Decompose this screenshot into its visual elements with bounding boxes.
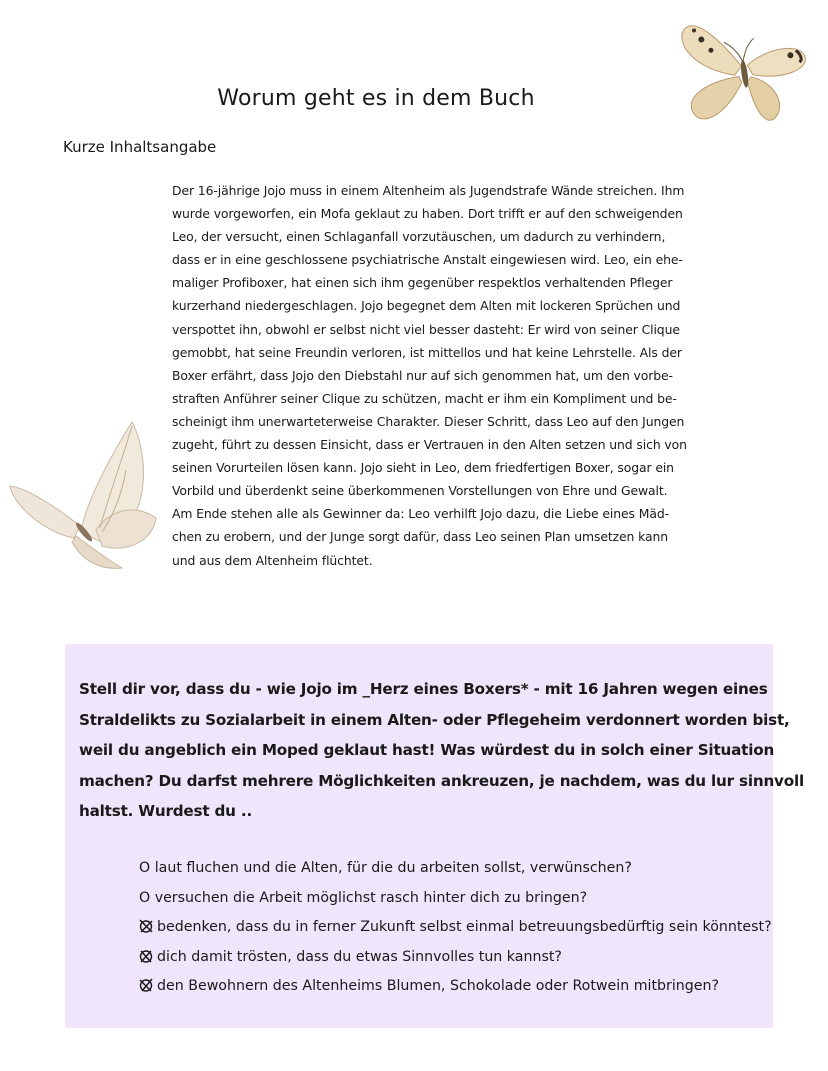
option-list bbox=[139, 854, 772, 1002]
option-item[interactable] bbox=[139, 884, 769, 914]
option-item-checked[interactable] bbox=[139, 943, 769, 973]
summary-paragraph bbox=[172, 179, 687, 572]
option-item-checked[interactable] bbox=[139, 972, 769, 1002]
question-line: Straldelikts zu Sozialarbeit in einem Alten- oder Pflegeheim verdonnert worden bist, bbox=[79, 710, 790, 729]
checked-circle-icon bbox=[139, 919, 153, 933]
summary-line: und aus dem Altenheim flüchtet. bbox=[172, 552, 373, 568]
butterfly-left-icon bbox=[4, 414, 164, 574]
summary-line: gemobbt, hat seine Freundin verloren, ist mittellos und hat keine Lehrstelle. Als der bbox=[172, 344, 682, 360]
checked-circle-icon bbox=[139, 978, 153, 992]
task-box bbox=[65, 644, 805, 1028]
summary-line: chen zu erobern, und der Junge sorgt dafür, dass Leo seinen Plan umsetzen kann bbox=[172, 529, 668, 545]
question-line: machen? Du darfst mehrere Möglichkeiten ankreuzen, je nachdem, was du lur sinnvoll bbox=[79, 771, 805, 790]
summary-line: verspottet ihn, obwohl er selbst nicht viel besser dasteht: Er wird von seiner Clique bbox=[172, 321, 680, 337]
summary-line: dass er in eine geschlossene psychiatrische Anstalt eingewiesen wird. Leo, ein ehe- bbox=[172, 252, 683, 268]
summary-line: Der 16-jährige Jojo muss in einem Altenheim als Jugendstrafe Wände streichen. Ihm bbox=[172, 183, 685, 198]
option-text: den Bewohnern des Altenheims Blumen, Schokolade oder Rotwein mitbringen? bbox=[157, 978, 720, 995]
summary-line: seinen Vorurteilen lösen kann. Jojo sieht in Leo, dem friedfertigen Boxer, sogar ein bbox=[172, 460, 674, 476]
page-title: Worum geht es in dem Buch bbox=[217, 86, 535, 111]
question-line: haltst. Wurdest du .. bbox=[79, 802, 253, 820]
task-question bbox=[79, 674, 805, 827]
summary-line: straften Anführer seiner Clique zu schützen, macht er ihm ein Kompliment und be- bbox=[172, 390, 677, 406]
option-item-checked[interactable] bbox=[139, 913, 772, 943]
question-line: weil du angeblich ein Moped geklaut hast! Was würdest du in solch einer Situation bbox=[79, 741, 775, 759]
option-text: bedenken, dass du in ferner Zukunft selbst einmal betreuungsbedürftig sein könntest? bbox=[157, 919, 772, 936]
summary-line: Vorbild und überdenkt seine überkommenen Vorstellungen von Ehre und Gewalt. bbox=[172, 483, 668, 499]
option-marker: O bbox=[139, 889, 155, 906]
question-line: Stell dir vor, dass du - wie Jojo im _Herz eines Boxers* - mit 16 Jahren wegen eines bbox=[79, 680, 768, 698]
summary-line: zugeht, führt zu dessen Einsicht, dass er Vertrauen in den Alten setzen und sich von bbox=[172, 437, 687, 453]
option-text: versuchen die Arbeit möglichst rasch hinter dich zu bringen? bbox=[154, 889, 588, 906]
summary-line: wurde vorgeworfen, ein Mofa geklaut zu haben. Dort trifft er auf den schweigenden bbox=[172, 206, 683, 222]
summary-line: maliger Profiboxer, hat einen sich ihm gegenüber respektlos verhaltenden Pfleger bbox=[172, 275, 673, 291]
option-text: laut fluchen und die Alten, für die du arbeiten sollst, verwünschen? bbox=[154, 860, 632, 876]
option-marker: O bbox=[139, 860, 155, 876]
summary-line: scheinigt ihm unerwarteterweise Charakter. Dieser Schritt, dass Leo auf den Jungen bbox=[172, 413, 685, 429]
checked-circle-icon bbox=[139, 949, 153, 963]
option-item[interactable] bbox=[139, 854, 769, 884]
butterfly-top-right-icon bbox=[672, 6, 814, 134]
summary-line: Leo, der versucht, einen Schlaganfall vorzutäuschen, um dadurch zu verhindern, bbox=[172, 229, 666, 245]
summary-line: kurzerhand niedergeschlagen. Jojo begegnet dem Alten mit lockeren Sprüchen und bbox=[172, 298, 681, 314]
option-text: dich damit trösten, dass du etwas Sinnvolles tun kannst? bbox=[157, 948, 562, 965]
section-subtitle: Kurze Inhaltsangabe bbox=[63, 138, 217, 156]
summary-line: Boxer erfährt, dass Jojo den Diebstahl nur auf sich genommen hat, um den vorbe- bbox=[172, 367, 673, 383]
summary-line: Am Ende stehen alle als Gewinner da: Leo verhilft Jojo dazu, die Liebe eines Mäd- bbox=[172, 506, 669, 522]
